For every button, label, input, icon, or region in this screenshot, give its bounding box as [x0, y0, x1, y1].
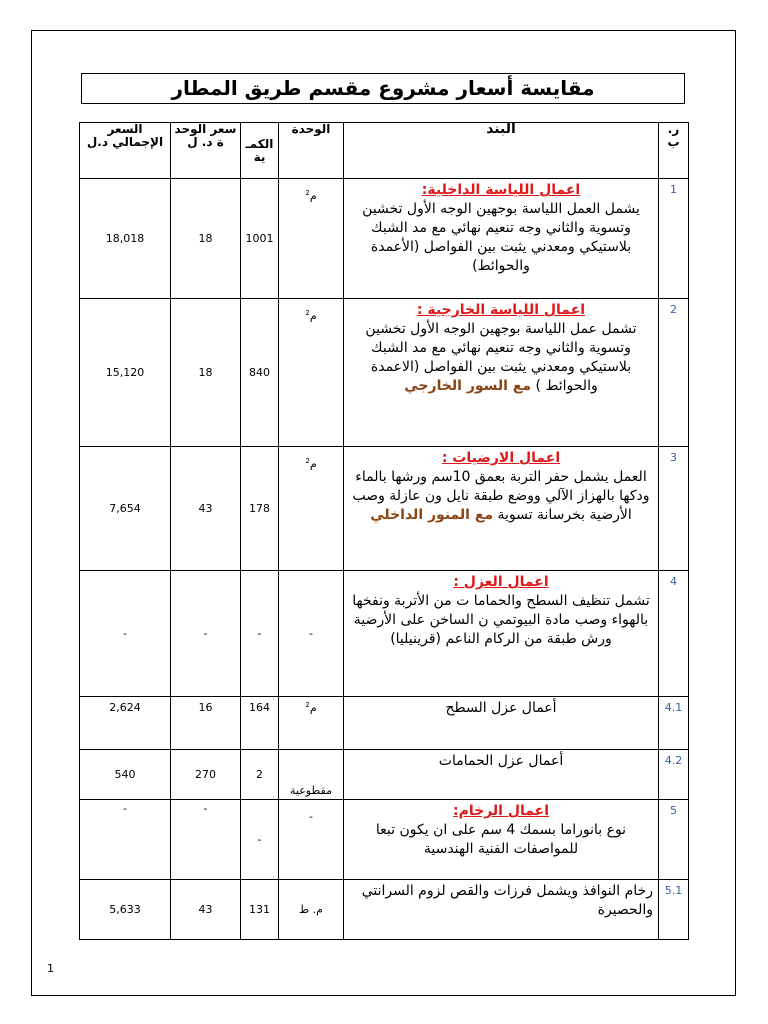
row-qty: - [241, 800, 279, 880]
row-body: أعمال عزل السطح [445, 700, 557, 716]
table-row [80, 697, 689, 750]
row-body: تشمل تنظيف السطح والحماما ت من الأتربة ونفخها بالهواء وصب مادة البيوتمي ن الساخن على الأرضية ورش طبقة من الركام الناعم (قرينيليا) [352, 593, 650, 647]
header-unit-price: سعر الوحد ة د. ل [171, 123, 241, 179]
row-description [344, 571, 659, 697]
row-price: - [171, 571, 241, 697]
row-price: 43 [171, 447, 241, 571]
row-total: 7,654 [80, 447, 171, 571]
row-description [344, 299, 659, 447]
table-row [80, 880, 689, 940]
row-unit: - [279, 800, 344, 880]
table-row [80, 571, 689, 697]
row-total: 15,120 [80, 299, 171, 447]
row-total: 2,624 [80, 697, 171, 750]
row-heading: اعمال الارضيات : [441, 450, 561, 466]
row-price: 43 [171, 880, 241, 940]
row-price: 18 [171, 299, 241, 447]
row-heading: اعمال الرخام: [453, 803, 549, 819]
row-qty: 178 [241, 447, 279, 571]
row-unit: - [279, 571, 344, 697]
row-heading: اعمال اللياسة الداخلية: [421, 182, 581, 198]
row-body: رخام النوافذ ويشمل فرزات والقص لزوم السرانتي والحصيرة [361, 883, 653, 918]
row-description [344, 750, 659, 800]
page-number: 1 [47, 962, 54, 975]
table-row [80, 750, 689, 800]
row-qty: 131 [241, 880, 279, 940]
row-description [344, 179, 659, 299]
row-description [344, 697, 659, 750]
row-unit: م$^2$ [279, 179, 344, 299]
row-body: أعمال عزل الحمامات [438, 753, 564, 769]
row-price: 18 [171, 179, 241, 299]
row-qty: - [241, 571, 279, 697]
row-ref: 2 [659, 299, 689, 447]
table-row [80, 447, 689, 571]
row-body: نوع بانوراما بسمك 4 سم على ان يكون تبعا للمواصفات الفنية الهندسية [375, 822, 627, 857]
row-body: يشمل العمل اللياسة بوجهين الوجه الأول تخشين وتسوية والثاني وجه تنعيم نهائي مع مد الشبك بلاستيكي ومعدني يثبت بين الفواصل (الأعمدة والحوائط) [362, 201, 640, 274]
header-row [80, 123, 689, 179]
row-qty: 1001 [241, 179, 279, 299]
row-ref: 4.1 [659, 697, 689, 750]
row-ref: 4 [659, 571, 689, 697]
row-total: 540 [80, 750, 171, 800]
table-row [80, 800, 689, 880]
row-price: 270 [171, 750, 241, 800]
row-qty: 164 [241, 697, 279, 750]
price-table [79, 122, 689, 940]
header-item: البند [344, 123, 659, 179]
row-qty: 2 [241, 750, 279, 800]
document-title: مقايسة أسعار مشروع مقسم طريق المطار [81, 73, 685, 104]
row-total: - [80, 571, 171, 697]
row-unit: م$^2$ [279, 447, 344, 571]
table-row [80, 179, 689, 299]
row-body: تشمل عمل اللياسة بوجهين الوجه الأول تخشين وتسوية والثاني وجه تنعيم نهائي مع مد الشبك بلاستيكي ومعدني يثبت بين الفواصل (الاعمدة والحوائط ) [365, 321, 637, 394]
row-extra: مع السور الخارجي [404, 378, 532, 394]
header-unit: الوحدة [279, 123, 344, 179]
header-total: السعر الإجمالي د.ل [80, 123, 171, 179]
table-row [80, 299, 689, 447]
row-description [344, 800, 659, 880]
row-qty: 840 [241, 299, 279, 447]
row-unit: مقطوعية [279, 750, 344, 800]
row-total: 18,018 [80, 179, 171, 299]
row-heading: اعمال اللياسة الخارجية : [416, 302, 586, 318]
row-heading: اعمال العزل : [453, 574, 549, 590]
row-extra: مع المنور الداخلي [370, 507, 494, 523]
row-ref: 1 [659, 179, 689, 299]
row-ref: 5.1 [659, 880, 689, 940]
row-total: - [80, 800, 171, 880]
header-ref: ر. ب [659, 123, 689, 179]
row-unit: م. ط [279, 880, 344, 940]
row-description [344, 880, 659, 940]
row-ref: 4.2 [659, 750, 689, 800]
row-body: العمل يشمل حفر التربة بعمق 10سم ورشها بالماء ودكها بالهزاز الآلي ووضع طبقة نايل ون عازلة وصب الأرضية بخرسانة تسوية [352, 469, 650, 523]
row-unit: م$^2$ [279, 697, 344, 750]
row-price: 16 [171, 697, 241, 750]
row-ref: 3 [659, 447, 689, 571]
header-qty: الكمـ ية [241, 123, 279, 179]
row-description [344, 447, 659, 571]
row-price: - [171, 800, 241, 880]
row-unit: م$^2$ [279, 299, 344, 447]
row-total: 5,633 [80, 880, 171, 940]
row-ref: 5 [659, 800, 689, 880]
